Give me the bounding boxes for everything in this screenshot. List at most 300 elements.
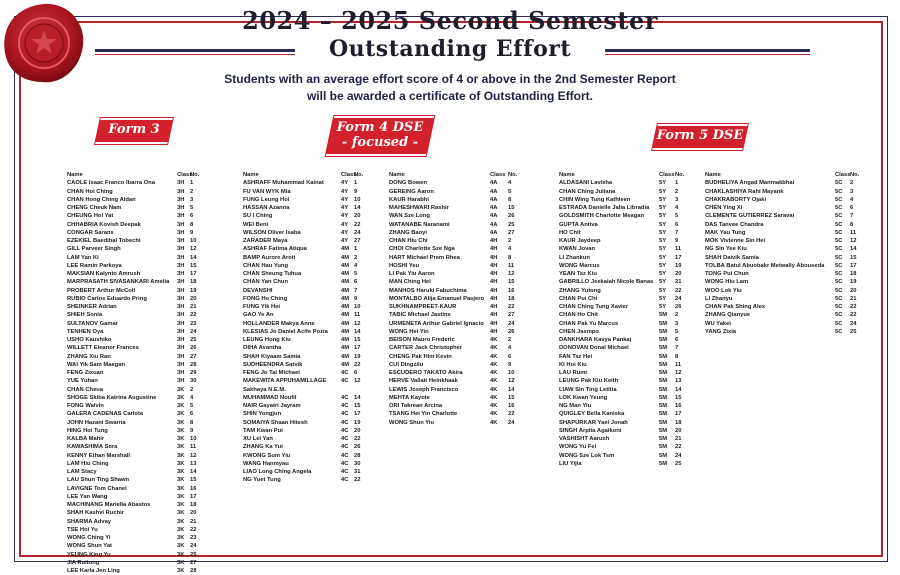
student-class: 3K <box>177 502 185 508</box>
student-number: 19 <box>850 279 857 286</box>
list-item <box>243 386 368 394</box>
student-name: FUNG Yik Hei <box>243 304 281 310</box>
list-item <box>67 336 210 344</box>
student-class: 4Y <box>341 180 349 187</box>
list-item <box>389 303 522 311</box>
student-number: 26 <box>508 328 515 335</box>
student-number: 27 <box>508 312 515 319</box>
student-name: WILLETT Eleanor Frances <box>67 345 139 352</box>
list-item <box>67 221 210 229</box>
student-class: 4C <box>341 411 349 418</box>
list-item <box>559 254 689 262</box>
student-name: MAK Yau Tung <box>705 229 746 236</box>
list-item <box>243 344 368 352</box>
student-class: 3H <box>177 254 185 261</box>
list-item <box>559 427 689 435</box>
student-name: FONG Ho Ching <box>243 295 288 302</box>
list-item <box>389 212 522 220</box>
student-name: Sakhaya N.E.M. <box>243 386 286 393</box>
list-item <box>67 476 210 484</box>
list-item <box>389 229 522 237</box>
list-item <box>243 303 368 311</box>
student-name: SHOGE Skiba Katrina Augustine <box>67 394 157 401</box>
student-name: MACHINANG Mariella Abastos <box>67 502 151 508</box>
student-number: 17 <box>190 271 197 277</box>
student-number: 22 <box>850 312 857 319</box>
student-number: 8 <box>190 419 194 426</box>
student-number: 22 <box>675 444 682 451</box>
student-name: QUIGLEY Bella Kaniska <box>559 411 625 418</box>
student-class: 4H <box>490 246 498 253</box>
student-name: GABRILLO Jeekaiah Nicole Banas <box>559 279 654 286</box>
list-item <box>559 410 689 418</box>
student-number: 22 <box>508 304 515 310</box>
class-header: Class <box>490 172 506 178</box>
student-name: DEVANSHI <box>243 287 273 294</box>
student-number: 22 <box>354 436 361 442</box>
student-number: 24 <box>508 320 515 327</box>
list-item <box>559 394 689 402</box>
student-class: 3H <box>177 287 185 294</box>
list-item <box>67 287 210 295</box>
student-class: 4K <box>490 361 498 368</box>
student-number: 22 <box>354 361 361 368</box>
student-class: 5Y <box>659 287 667 294</box>
student-name: CONGAR Sarans <box>67 229 114 236</box>
student-class: 3K <box>177 518 185 525</box>
student-name: SINGH Arpita Agaikoni <box>559 427 622 434</box>
student-name: LOK Kwan Yeung <box>559 394 608 401</box>
student-name: BUDHELIYA Angad Manmakbhai <box>705 180 795 187</box>
list-header <box>705 171 864 179</box>
page-title: 2024 – 2025 Second Semester <box>242 6 658 35</box>
student-class: 3K <box>177 394 185 401</box>
list-item <box>389 402 522 410</box>
student-name: FU VAN WYK Mia <box>243 188 291 195</box>
student-name: TOLBA Batul Abuobakr Metwally Abouseda <box>705 262 825 269</box>
form5-list-right <box>705 171 864 336</box>
student-name: ORI Takrean Arcina <box>389 403 443 409</box>
list-item <box>559 328 689 336</box>
student-number: 21 <box>675 279 682 286</box>
student-class: 3H <box>177 205 185 211</box>
list-item <box>559 419 689 427</box>
student-class: 4A <box>490 229 498 236</box>
student-class: 3K <box>177 452 185 459</box>
student-number: 4 <box>508 180 512 187</box>
list-item <box>705 320 864 328</box>
student-number: 21 <box>675 436 682 442</box>
list-item <box>243 476 368 484</box>
student-class: 5C <box>835 221 843 228</box>
student-name: WAI Yik Sam Maegan <box>67 361 125 368</box>
student-class: 4M <box>341 312 350 319</box>
student-number: 2 <box>675 312 679 319</box>
student-number: 6 <box>354 370 358 376</box>
student-class: 3K <box>177 427 185 434</box>
student-number: 28 <box>190 361 197 368</box>
student-name: WONG Shun Yat <box>67 543 112 550</box>
student-number: 30 <box>190 378 197 385</box>
student-number: 2 <box>850 180 854 187</box>
form3-banner-label: Form 3 <box>108 122 160 137</box>
list-item <box>705 237 864 245</box>
list-item <box>243 179 368 187</box>
list-item <box>389 328 522 336</box>
list-item <box>67 443 210 451</box>
student-class: 4K <box>490 403 498 409</box>
student-class: 3K <box>177 477 185 484</box>
student-number: 20 <box>190 510 197 517</box>
student-class: 5Y <box>659 304 667 310</box>
student-number: 17 <box>675 254 682 261</box>
student-class: 5M <box>659 370 668 376</box>
student-class: 4Y <box>341 213 349 220</box>
student-number: 3 <box>675 320 679 327</box>
student-number: 14 <box>850 246 857 253</box>
student-class: 3K <box>177 419 185 426</box>
list-item <box>243 377 368 385</box>
list-item <box>67 567 210 575</box>
student-class: 5Y <box>659 279 667 286</box>
student-name: HERVE Vallait Heinkhaak <box>389 378 458 385</box>
student-name: URMENETA Arthur Gabriel Ignacio <box>389 320 484 327</box>
student-name: CHHABRIA Kovish Deepak <box>67 221 141 228</box>
student-number: 12 <box>354 378 361 385</box>
student-name: CHAN Hong Ching Aidan <box>67 196 136 203</box>
student-number: 13 <box>190 460 197 467</box>
student-number: 31 <box>354 469 361 475</box>
student-name: TABIC Michael Jastins <box>389 312 451 319</box>
student-class: 3H <box>177 337 185 343</box>
student-class: 4C <box>341 477 349 484</box>
list-item <box>243 270 368 278</box>
list-item <box>243 295 368 303</box>
list-item <box>705 262 864 270</box>
student-name: WONG Sze Lok Tsm <box>559 452 615 459</box>
student-number: 14 <box>190 469 197 475</box>
student-number: 2 <box>675 188 679 195</box>
student-class: 5M <box>659 345 668 352</box>
student-name: FAN Tsz Hei <box>559 353 593 360</box>
student-number: 15 <box>508 394 515 401</box>
student-class: 4M <box>341 353 350 360</box>
student-class: 5Y <box>659 295 667 302</box>
student-number: 12 <box>508 378 515 385</box>
list-item <box>67 196 210 204</box>
student-name: WONG Hiu Lam <box>705 279 749 286</box>
student-number: 11 <box>508 262 515 269</box>
list-item <box>243 278 368 286</box>
student-class: 5M <box>659 386 668 393</box>
student-name: KWAN Jovan <box>559 246 596 253</box>
student-number: 9 <box>508 361 512 368</box>
list-item <box>559 196 689 204</box>
list-item <box>705 303 864 311</box>
student-number: 4 <box>850 196 854 203</box>
student-name: KAWASHIMA Sora <box>67 444 118 451</box>
list-item <box>67 278 210 286</box>
student-class: 3H <box>177 304 185 310</box>
list-item <box>559 369 689 377</box>
student-class: 5M <box>659 353 668 360</box>
student-class: 4K <box>490 337 498 343</box>
student-class: 3H <box>177 328 185 335</box>
student-number: 17 <box>190 493 197 500</box>
student-class <box>341 386 354 394</box>
list-item <box>705 229 864 237</box>
student-class: 3K <box>177 469 185 475</box>
list-item <box>705 221 864 229</box>
student-name: SHAH Daivik Samia <box>705 254 759 261</box>
student-number: 10 <box>354 196 361 203</box>
student-name: CHAN Pak Shing Alex <box>705 304 766 310</box>
student-class: 3K <box>177 411 185 418</box>
list-item <box>389 361 522 369</box>
student-name: ZHANG Yutong <box>559 287 601 294</box>
student-number: 10 <box>190 238 197 244</box>
title-rule-left <box>95 49 295 52</box>
student-class: 5Y <box>659 196 667 203</box>
student-name: LEUNG Hong Kiu <box>243 337 291 343</box>
student-name: RUBIO Carlos Eduardo Pring <box>67 295 147 302</box>
student-class: 4M <box>341 287 350 294</box>
list-item <box>243 336 368 344</box>
student-class: 4M <box>341 337 350 343</box>
list-item <box>67 344 210 352</box>
list-header <box>67 171 210 179</box>
student-name: FENG Jo Tai Michael <box>243 370 300 376</box>
student-name: ESCUDERO TAKATO Akira <box>389 370 463 376</box>
student-name: YANG Zixia <box>705 328 737 335</box>
student-number: 4 <box>675 205 679 211</box>
student-number: 11 <box>675 246 682 253</box>
student-class: 3K <box>177 460 185 467</box>
student-name: MAKSIAN Kalynto Amrush <box>67 271 141 277</box>
student-class: 3K <box>177 568 185 574</box>
student-class: 3H <box>177 262 185 269</box>
list-item <box>67 509 210 517</box>
list-item <box>243 427 368 435</box>
student-number: 18 <box>675 419 682 426</box>
student-name: SHIN Yongjun <box>243 411 282 418</box>
student-name: CHAN Cheua <box>67 386 104 393</box>
student-name: LIAO Long Ching Angela <box>243 469 312 475</box>
student-number: 15 <box>190 477 197 484</box>
student-name: HOLLANDER Makya Anne <box>243 320 315 327</box>
student-number: 1 <box>675 180 679 187</box>
list-header <box>243 171 368 179</box>
student-class: 4M <box>341 345 350 352</box>
list-item <box>67 254 210 262</box>
student-name: ZARADER Maya <box>243 238 288 244</box>
student-number: 4 <box>508 345 512 352</box>
student-name: MANHOS Haruki Fabuchima <box>389 287 467 294</box>
student-class: 4A <box>490 180 498 187</box>
list-item <box>389 221 522 229</box>
student-name: JIA Ruitong <box>67 559 100 566</box>
list-item <box>243 361 368 369</box>
student-number: 26 <box>190 345 197 352</box>
student-number: 22 <box>675 287 682 294</box>
student-class: 5M <box>659 337 668 343</box>
student-number: 25 <box>508 221 515 228</box>
list-item <box>389 188 522 196</box>
student-name: WOO Lok Yiu <box>705 287 742 294</box>
student-number: 17 <box>675 411 682 418</box>
list-item <box>67 212 210 220</box>
student-number: 26 <box>675 304 682 310</box>
student-number: 21 <box>850 295 857 302</box>
student-class: 5C <box>835 238 843 244</box>
student-number: 30 <box>354 460 361 467</box>
student-number: 27 <box>354 238 361 244</box>
student-number: 25 <box>190 551 197 558</box>
student-number: 14 <box>675 386 682 393</box>
student-class: 4C <box>341 436 349 442</box>
student-name: HASSAN Azanna <box>243 205 290 211</box>
list-item <box>389 377 522 385</box>
student-class: 3H <box>177 320 185 327</box>
list-item <box>559 361 689 369</box>
title-rule-right <box>605 49 810 52</box>
list-item <box>67 485 210 493</box>
list-item <box>389 394 522 402</box>
student-number: 1 <box>190 180 194 187</box>
list-item <box>559 270 689 278</box>
list-item <box>67 534 210 542</box>
student-name: SHAH Kashvi Ruchir <box>67 510 125 517</box>
student-class: 3H <box>177 271 185 277</box>
student-class: 5C <box>835 246 843 253</box>
list-item <box>389 196 522 204</box>
student-number: 3 <box>850 188 854 195</box>
student-class: 4K <box>490 378 498 385</box>
student-number: 20 <box>675 427 682 434</box>
student-name: LAM Stacy <box>67 469 97 475</box>
student-name: KALBA Mahir <box>67 436 105 442</box>
student-name: TONG Pui Chun <box>705 271 749 277</box>
student-name: GAO Ye An <box>243 312 274 319</box>
list-item <box>243 196 368 204</box>
list-item <box>389 336 522 344</box>
student-name: GILL Parveer Singh <box>67 246 121 253</box>
student-number: 16 <box>675 403 682 409</box>
form3-list <box>67 171 210 575</box>
student-class: 4A <box>490 188 498 195</box>
student-class: 5Y <box>659 262 667 269</box>
student-number: 16 <box>508 403 515 409</box>
form4-banner-subtitle: - focused - <box>341 135 419 150</box>
student-class: 4C <box>341 419 349 426</box>
student-number: 10 <box>190 436 197 442</box>
student-name: YEAN Tsz Kiu <box>559 271 597 277</box>
list-item <box>559 212 689 220</box>
student-name: WU Yakei <box>705 320 731 327</box>
list-item <box>705 311 864 319</box>
student-name: GUPTA Antiva <box>559 221 598 228</box>
student-name: CHAN Hoi Ching <box>67 188 113 195</box>
list-item <box>243 221 368 229</box>
student-class: 5C <box>835 254 843 261</box>
student-number: 5 <box>354 271 358 277</box>
student-number: 2 <box>190 188 194 195</box>
student-number: 3 <box>675 196 679 203</box>
student-class: 5Y <box>659 180 667 187</box>
student-name: CHENG Cheuk Nam <box>67 205 122 211</box>
student-name: KI Hoi Kiu <box>559 361 587 368</box>
student-class: 5Y <box>659 188 667 195</box>
list-item <box>67 452 210 460</box>
student-name: XU Lei Yan <box>243 436 273 442</box>
list-item <box>67 262 210 270</box>
student-class: 3H <box>177 361 185 368</box>
student-class: 3K <box>177 485 185 492</box>
student-class: 4H <box>490 328 498 335</box>
student-class: 4M <box>341 304 350 310</box>
student-name: SHAPURKAR Yael Jonah <box>559 419 628 426</box>
student-name: CHENG Pak Him Kevin <box>389 353 452 360</box>
student-class: 4H <box>490 295 498 302</box>
student-number: 18 <box>850 271 857 277</box>
list-item <box>243 410 368 418</box>
student-name: KWONG Sum Yiu <box>243 452 291 459</box>
student-number: 24 <box>675 295 682 302</box>
list-item <box>67 551 210 559</box>
student-number: 6 <box>190 411 194 418</box>
student-name: DONG Bowen <box>389 180 428 187</box>
student-name: WONG Hei Yin <box>389 328 429 335</box>
student-number: 12 <box>675 370 682 376</box>
number-header: No. <box>190 172 200 178</box>
student-name: ZHANG Ka Yui <box>243 444 283 451</box>
student-name: BAMP Aurore Aroit <box>243 254 296 261</box>
list-item <box>67 229 210 237</box>
student-name: GOLDSMITH Charlotte Meagan <box>559 213 645 220</box>
student-name: MUHAMMAD Noufil <box>243 394 297 401</box>
list-item <box>705 287 864 295</box>
list-item <box>559 344 689 352</box>
student-number: 15 <box>508 279 515 286</box>
list-item <box>559 386 689 394</box>
list-item <box>67 435 210 443</box>
student-class: 4C <box>341 394 349 401</box>
student-number: 9 <box>190 229 194 236</box>
student-number: 5 <box>675 213 679 220</box>
list-item <box>243 229 368 237</box>
student-name: DAS Tanvee Chandra <box>705 221 764 228</box>
student-number: 5 <box>675 328 679 335</box>
student-class: 3H <box>177 238 185 244</box>
student-name: TSANG Hei Yin Charlotte <box>389 411 458 418</box>
student-name: WANG Hanmyau <box>243 460 289 467</box>
student-class: 4Y <box>341 196 349 203</box>
student-class: 4H <box>490 287 498 294</box>
student-class: 4M <box>341 246 350 253</box>
list-item <box>243 262 368 270</box>
form5-banner-label: Form 5 DSE <box>656 128 744 143</box>
student-number: 11 <box>675 361 682 368</box>
list-item <box>243 320 368 328</box>
student-number: 15 <box>190 262 197 269</box>
student-number: 17 <box>354 345 361 352</box>
list-item <box>243 452 368 460</box>
student-class: 3K <box>177 535 185 541</box>
student-number: 7 <box>675 345 679 352</box>
student-class: 5C <box>835 213 843 220</box>
student-class: 5C <box>835 304 843 310</box>
student-class: 4M <box>341 295 350 302</box>
